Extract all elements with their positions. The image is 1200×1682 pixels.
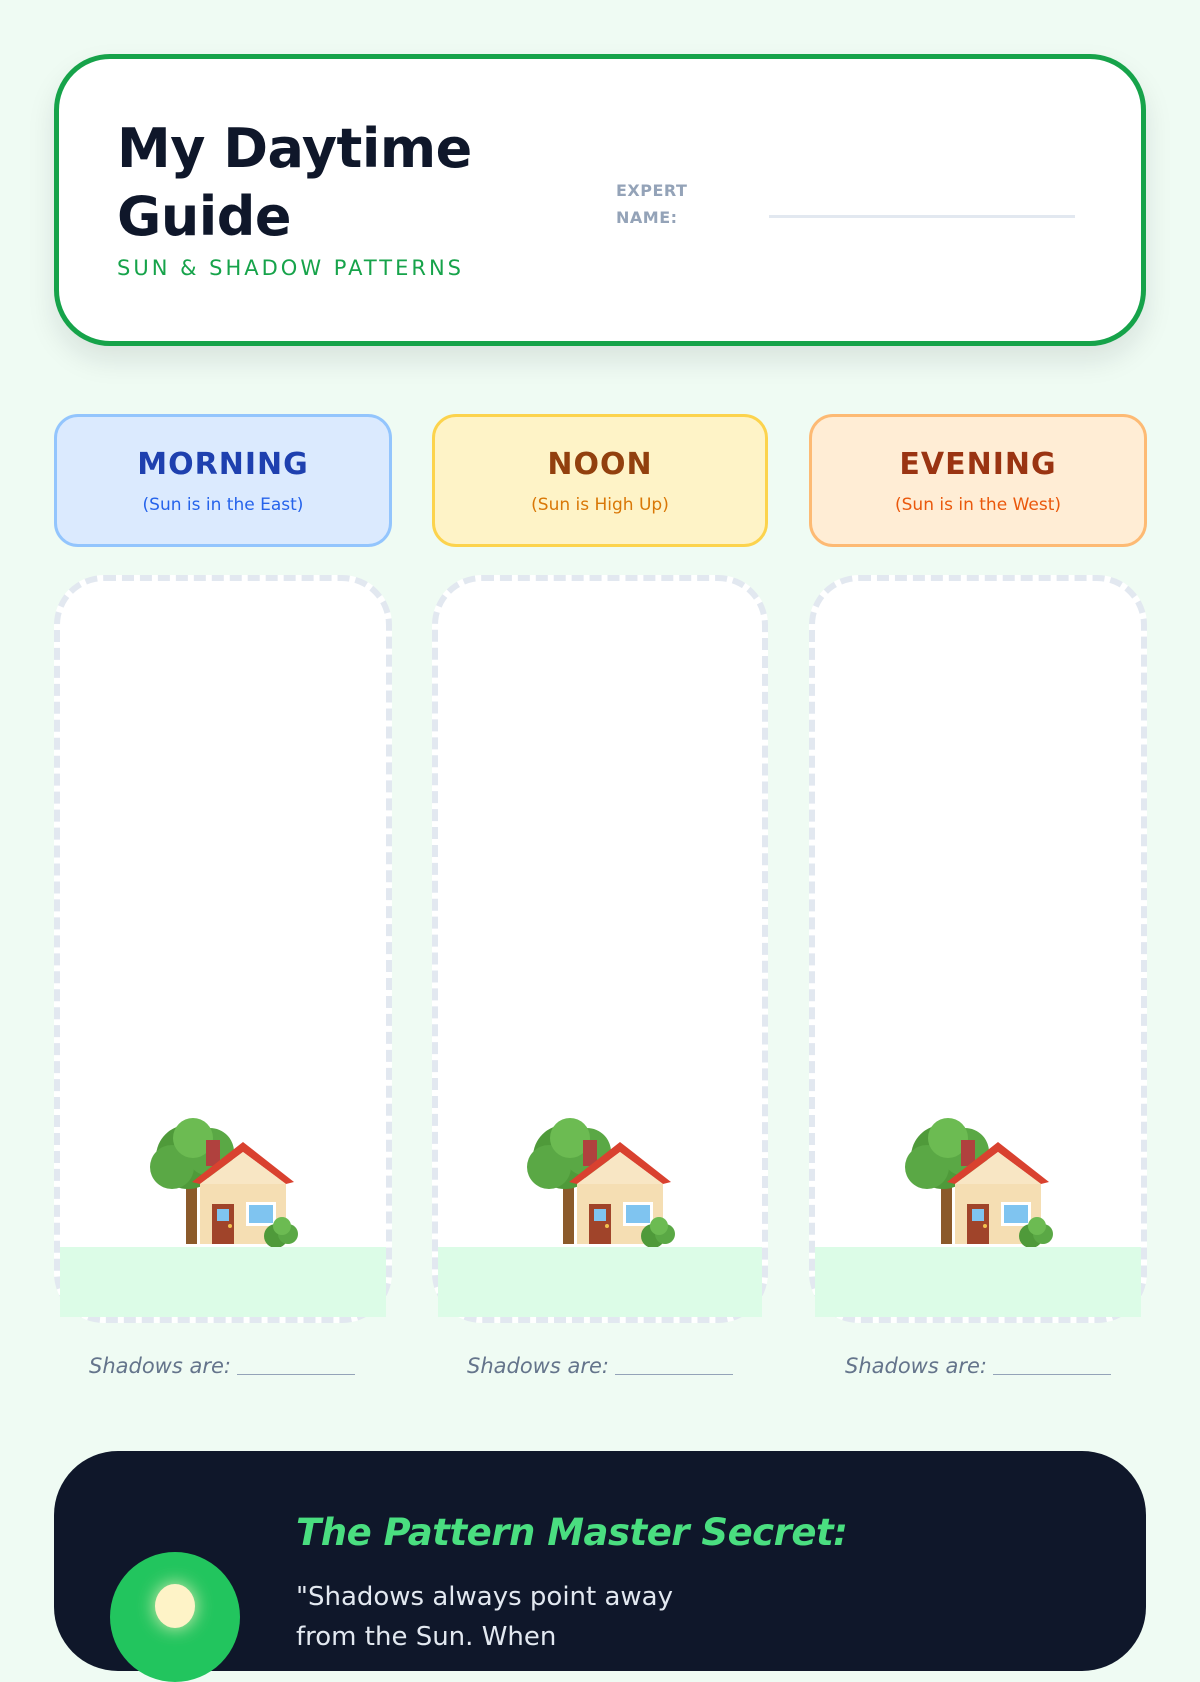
house-with-garden-icon [903, 1112, 1053, 1247]
morning-card [54, 414, 392, 547]
morning-subtitle: (Sun is in the East) [142, 495, 304, 515]
evening-title: EVENING [899, 447, 1057, 482]
answer-blank[interactable] [993, 1374, 1111, 1375]
noon-card [432, 414, 768, 547]
noon-title: NOON [547, 447, 653, 482]
noon-subtitle: (Sun is High Up) [531, 495, 669, 515]
morning-shadow-answer[interactable] [89, 1354, 355, 1378]
expert-name-field[interactable] [769, 215, 1075, 218]
morning-drawing-panel[interactable] [54, 575, 392, 1323]
expert-name-label: EXPERT NAME: [616, 181, 688, 227]
shadow-label-text: Shadows are: [467, 1354, 609, 1378]
lightbulb-icon [110, 1552, 240, 1682]
pattern-secret-card [54, 1451, 1146, 1671]
answer-blank[interactable] [237, 1374, 355, 1375]
secret-title: The Pattern Master Secret: [296, 1511, 848, 1554]
evening-drawing-panel[interactable] [809, 575, 1147, 1323]
ground-strip [438, 1247, 762, 1317]
secret-text: "Shadows always point away from the Sun. When [296, 1582, 673, 1652]
evening-shadow-answer[interactable] [845, 1354, 1111, 1378]
noon-drawing-panel[interactable] [432, 575, 768, 1323]
ground-strip [815, 1247, 1141, 1317]
evening-card [809, 414, 1147, 547]
page-title: My Daytime Guide [117, 117, 472, 248]
ground-strip [60, 1247, 386, 1317]
evening-subtitle: (Sun is in the West) [895, 495, 1061, 515]
answer-blank[interactable] [615, 1374, 733, 1375]
morning-title: MORNING [137, 447, 309, 482]
house-with-garden-icon [148, 1112, 298, 1247]
house-with-garden-icon [525, 1112, 675, 1247]
bulb-glow [155, 1584, 195, 1628]
page-subtitle: SUN & SHADOW PATTERNS [117, 256, 465, 280]
shadow-label-text: Shadows are: [89, 1354, 231, 1378]
header-card [54, 54, 1146, 346]
noon-shadow-answer[interactable] [467, 1354, 733, 1378]
shadow-label-text: Shadows are: [845, 1354, 987, 1378]
